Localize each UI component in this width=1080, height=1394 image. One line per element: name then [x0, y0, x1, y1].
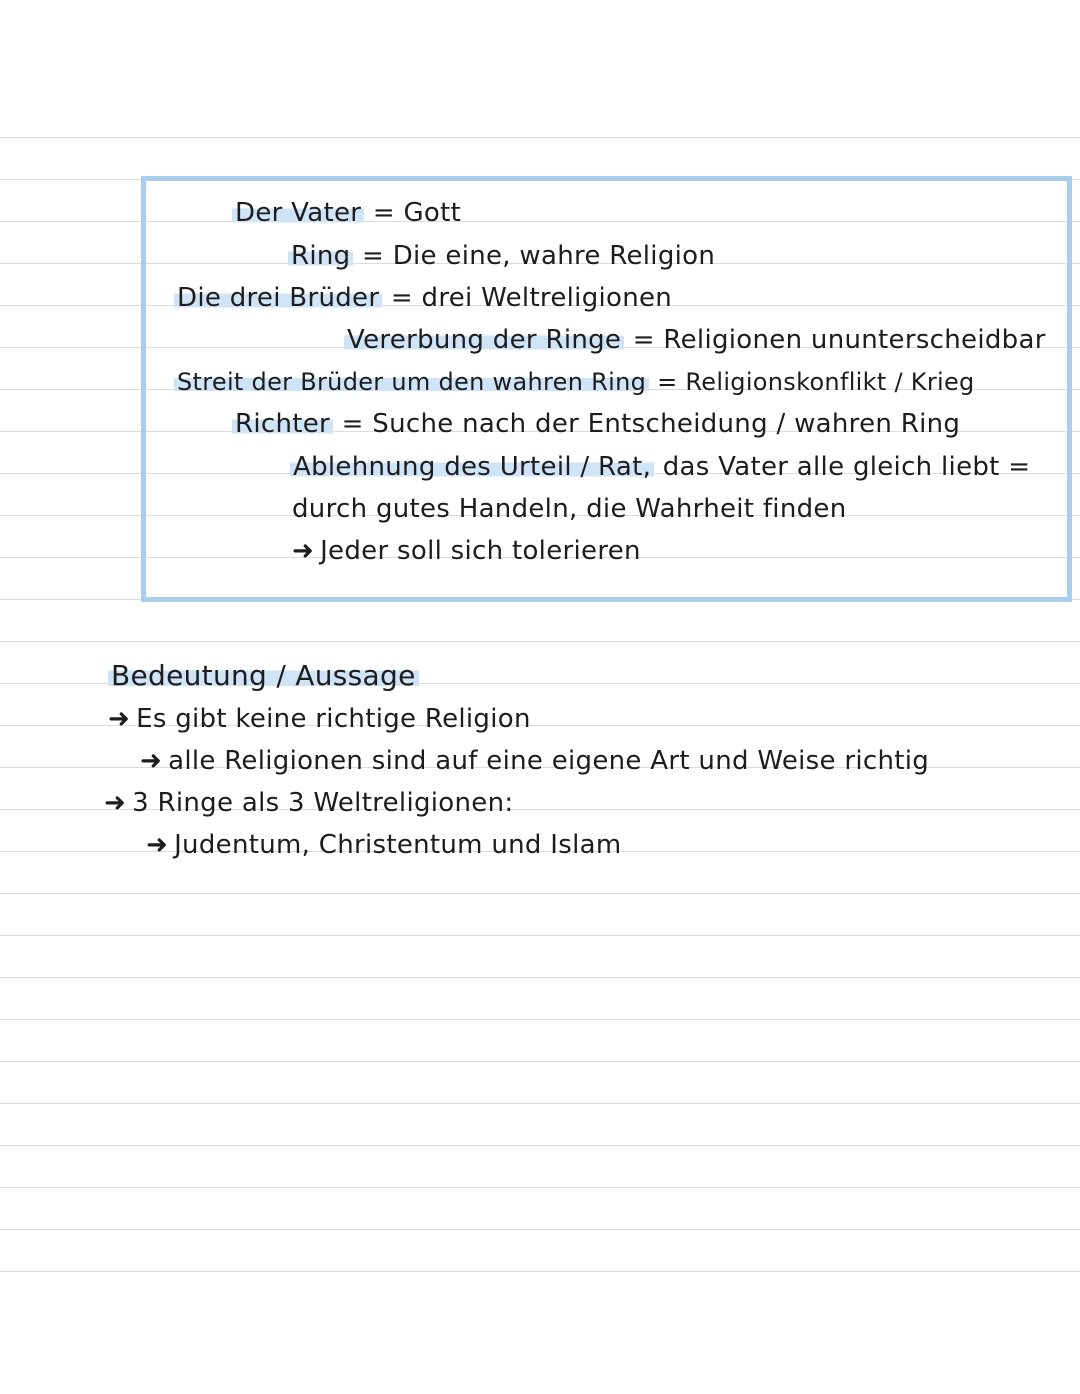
line-text: Es gibt keine richtige Religion: [136, 704, 531, 734]
line-text: = Gott: [364, 198, 462, 228]
rule-line: [0, 1061, 1080, 1062]
line-text: das Vater alle gleich liebt =: [654, 452, 1031, 482]
section-heading: [108, 659, 419, 693]
arrow-icon: ➜: [108, 704, 131, 734]
box-line-inheritance: [344, 323, 1046, 357]
meaning-line: [104, 786, 513, 820]
box-line-rejection: [290, 450, 1030, 484]
box-line-judge: [232, 407, 960, 441]
line-text: = Religionen ununterscheidbar: [624, 325, 1046, 355]
line-text: 3 Ringe als 3 Weltreligionen:: [132, 788, 514, 818]
rule-line: [0, 1271, 1080, 1272]
highlight-text: Die drei Brüder: [174, 283, 382, 313]
meaning-line: [108, 702, 531, 736]
arrow-icon: ➜: [292, 536, 315, 566]
rule-line: [0, 977, 1080, 978]
rule-line: [0, 935, 1080, 936]
highlight-text: Der Vater: [232, 198, 364, 228]
rule-line: [0, 641, 1080, 642]
line-text: alle Religionen sind auf eine eigene Art und Weise richtig: [168, 746, 930, 776]
line-text: Judentum, Christentum und Islam: [174, 830, 622, 860]
rule-line: [0, 1229, 1080, 1230]
box-line-dispute: [174, 365, 975, 399]
line-text: Jeder soll sich tolerieren: [320, 536, 641, 566]
box-line-tolerance: [292, 534, 641, 568]
line-text: durch gutes Handeln, die Wahrheit finden: [292, 494, 847, 524]
rule-line: [0, 1145, 1080, 1146]
highlight-text: Ring: [288, 241, 353, 271]
line-text: = Suche nach der Entscheidung / wahren Ring: [333, 409, 961, 439]
arrow-icon: ➜: [140, 746, 163, 776]
meaning-line: [140, 744, 929, 778]
rule-line: [0, 1187, 1080, 1188]
box-line-father: [232, 196, 461, 230]
arrow-icon: ➜: [104, 788, 127, 818]
box-line-brothers: [174, 281, 672, 315]
heading-text: Bedeutung / Aussage: [108, 659, 419, 692]
line-text: = Religionskonflikt / Krieg: [649, 368, 975, 396]
rule-line: [0, 137, 1080, 138]
rule-line: [0, 1103, 1080, 1104]
line-text: = Die eine, wahre Religion: [353, 241, 716, 271]
rule-line: [0, 893, 1080, 894]
line-text: = drei Weltreligionen: [382, 283, 673, 313]
box-line-good-deeds: [292, 492, 846, 526]
box-line-ring: [288, 239, 715, 273]
highlight-text: Vererbung der Ringe: [344, 325, 624, 355]
highlight-text: Ablehnung des Urteil / Rat,: [290, 452, 654, 482]
rule-line: [0, 1019, 1080, 1020]
meaning-line: [146, 828, 622, 862]
highlight-text: Richter: [232, 409, 333, 439]
highlight-text: Streit der Brüder um den wahren Ring: [174, 368, 649, 396]
arrow-icon: ➜: [146, 830, 169, 860]
